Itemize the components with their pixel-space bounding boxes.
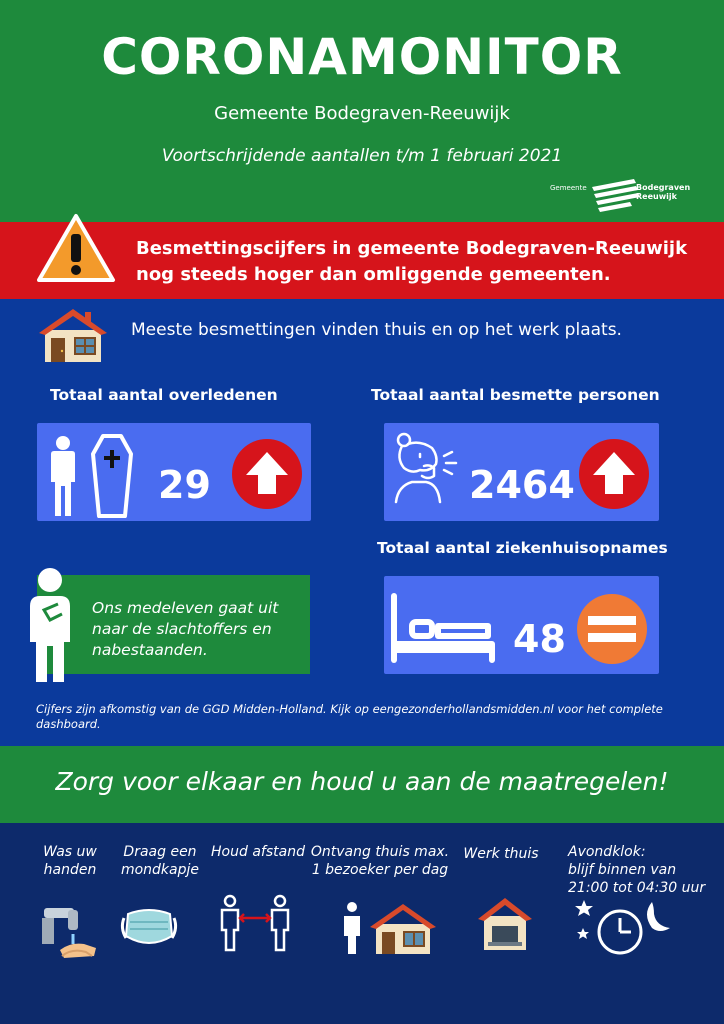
coffin-icon [93, 436, 131, 516]
home-work-note: Meeste besmettingen vinden thuis en op het werk plaats. [131, 320, 622, 340]
sympathy-line-3: nabestaanden. [92, 641, 208, 659]
measure-line: handen [43, 862, 97, 878]
deaths-label: Totaal aantal overledenen [50, 386, 278, 404]
measure-work-home-label [456, 845, 546, 863]
deaths-value: 29 [158, 463, 211, 507]
sympathy-text [92, 598, 302, 661]
date-line: Voortschrijdende aantallen t/m 1 februari 2021 [161, 146, 563, 166]
logo-name: Bodegraven Reeuwijk [636, 183, 691, 201]
curfew-clock-icon [574, 898, 674, 956]
measure-handwash-label [30, 843, 110, 879]
measure-mask-label [118, 843, 202, 879]
visitor-home-icon [340, 900, 436, 956]
trend-equal-icon [576, 593, 648, 665]
logo-stripes-icon [592, 179, 640, 212]
measure-line: Ontvang thuis max. [310, 844, 450, 860]
warning-text [136, 236, 716, 288]
stars-icon [575, 900, 593, 939]
distance-icon [218, 894, 292, 952]
coughing-person-icon [390, 430, 464, 506]
measure-line: mondkapje [120, 862, 200, 878]
mourning-person-icon [24, 566, 76, 684]
house-icon [37, 306, 109, 364]
slogan: Zorg voor elkaar en houd u aan de maatregelen! [55, 767, 669, 796]
visitor-person-icon [344, 902, 360, 954]
page-title: CORONAMONITOR [101, 28, 623, 86]
small-house-icon [370, 904, 436, 954]
hospital-bed-icon [388, 592, 498, 664]
warning-line-1: Besmettingscijfers in gemeente Bodegraven-Reeuwijk [136, 238, 688, 259]
person-coffin-icon [45, 434, 135, 518]
measure-line: blijf binnen van [568, 862, 677, 878]
face-mask-icon [118, 904, 180, 952]
sympathy-line-1: Ons medeleven gaat uit [92, 599, 279, 617]
infected-label: Totaal aantal besmette personen [371, 386, 660, 404]
measure-curfew-label [568, 843, 710, 897]
warning-triangle-icon [36, 212, 116, 284]
measure-line: Draag een [123, 844, 197, 860]
measure-line: Was uw [43, 844, 97, 860]
hand-wash-icon [40, 904, 98, 960]
hospital-value: 48 [513, 617, 566, 661]
trend-up-icon [578, 438, 650, 510]
measure-visitor-label [310, 843, 450, 879]
measure-line: 21:00 tot 04:30 uur [568, 880, 706, 896]
source-note: Cijfers zijn afkomstig van de GGD Midden-Holland. Kijk op eengezonderhollandsmidden.nl voor het complete dashboard. [36, 702, 663, 731]
warning-line-2: nog steeds hoger dan omliggende gemeenten. [136, 264, 611, 285]
infected-value: 2464 [469, 463, 575, 507]
measure-distance-label [208, 843, 308, 861]
sympathy-line-2: naar de slachtoffers en [92, 620, 272, 638]
measure-line: 1 bezoeker per dag [311, 862, 449, 878]
measure-line: Avondklok: [568, 844, 646, 860]
person-icon [51, 436, 75, 516]
measure-line: Werk thuis [463, 846, 539, 862]
measure-line: Houd afstand [211, 844, 305, 860]
hospital-label: Totaal aantal ziekenhuisopnames [377, 539, 668, 557]
work-home-icon [478, 896, 532, 952]
stats-section [0, 299, 724, 746]
municipality-subtitle: Gemeente Bodegraven-Reeuwijk [214, 103, 510, 124]
trend-up-icon [231, 438, 303, 510]
logo-prefix: Gemeente [550, 184, 587, 192]
